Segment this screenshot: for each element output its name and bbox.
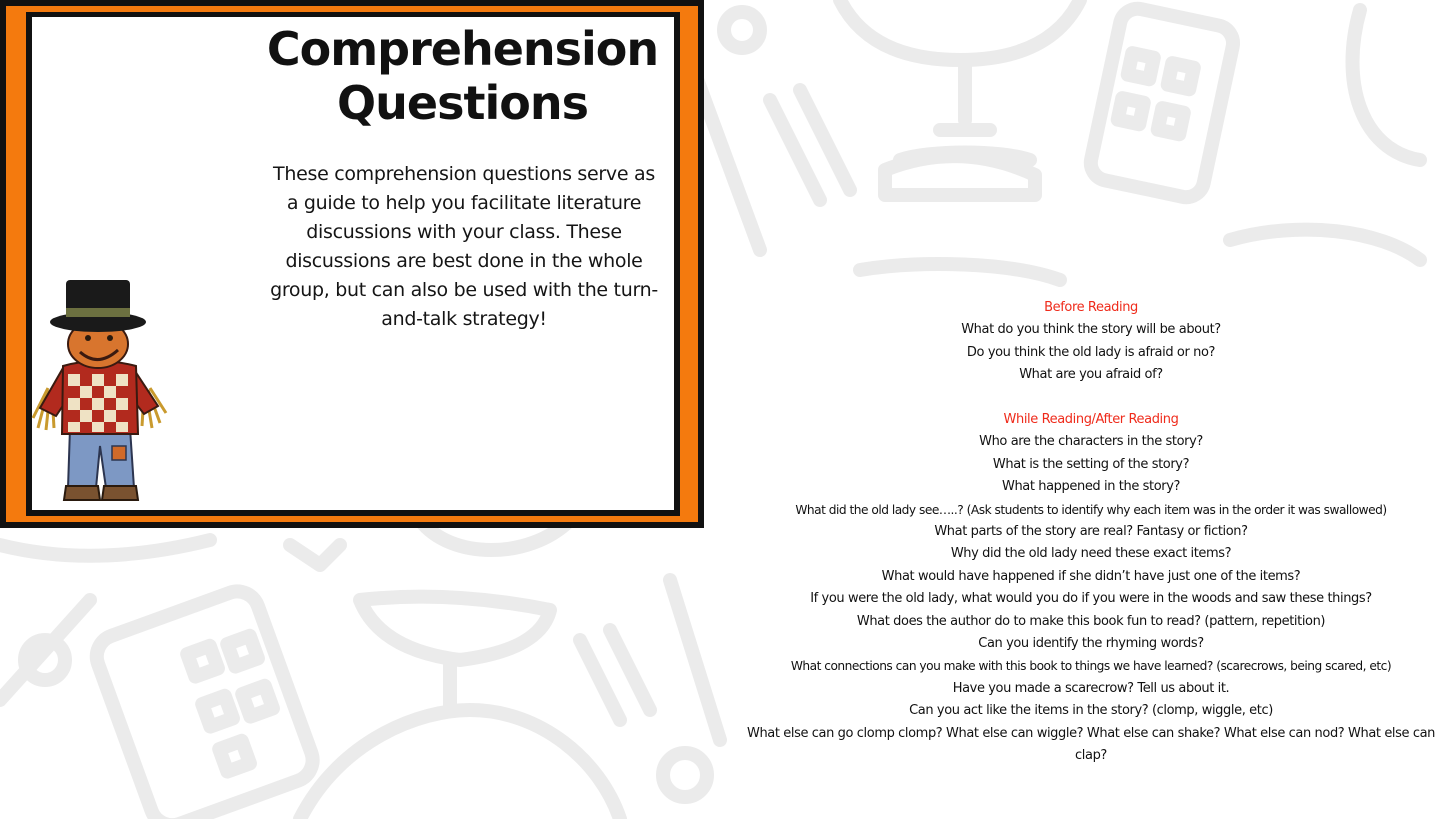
question-item: What is the setting of the story? — [992, 456, 1190, 472]
question-item: Who are the characters in the story? — [979, 434, 1203, 450]
page-title-line-2: Questions — [337, 76, 588, 130]
question-item: What does the author do to make this book fun to read? (pattern, repetition) — [856, 613, 1326, 629]
question-item: Do you think the old lady is afraid or no? — [966, 344, 1216, 360]
question-item: Can you act like the items in the story? (clomp, wiggle, etc) — [909, 703, 1273, 719]
question-item: What connections can you make with this book to things we have learned? (scarecrows, being scared, etc) — [790, 659, 1392, 674]
questions-panel — [737, 288, 1445, 819]
question-item: What would have happened if she didn’t have just one of the items? — [881, 568, 1301, 584]
scarecrow-illustration — [28, 278, 173, 508]
question-list — [737, 297, 1445, 768]
question-item: Why did the old lady need these exact items? — [950, 546, 1232, 562]
intro-description: These comprehension questions serve as a guide to help you facilitate literature discussions with your class. These discussions are best done in the whole group, but can also be used with the turn-and-talk strategy! — [270, 163, 658, 330]
before-reading-heading: Before Reading — [1044, 300, 1138, 315]
question-item: What happened in the story? — [1001, 479, 1181, 495]
question-item: If you were the old lady, what would you do if you were in the woods and saw these things? — [810, 591, 1372, 607]
while-reading-heading: While Reading/After Reading — [1003, 412, 1179, 428]
question-item: What did the old lady see…..? (Ask students to identify why each item was in the order it was swallowed) — [795, 502, 1387, 517]
question-item: What are you afraid of? — [1019, 367, 1163, 383]
question-item: Can you identify the rhyming words? — [978, 636, 1204, 652]
question-item: What do you think the story will be about? — [961, 322, 1221, 338]
question-item: Have you made a scarecrow? Tell us about it. — [952, 680, 1230, 696]
page-title-line-1: Comprehension — [266, 22, 659, 76]
question-item: What else can go clomp clomp? What else can wiggle? What else can shake? What else can nod? What else can clap? — [746, 725, 1435, 764]
question-item: What parts of the story are real? Fantasy or fiction? — [934, 524, 1248, 540]
section-spacer — [737, 387, 1445, 409]
page-title — [255, 22, 670, 130]
